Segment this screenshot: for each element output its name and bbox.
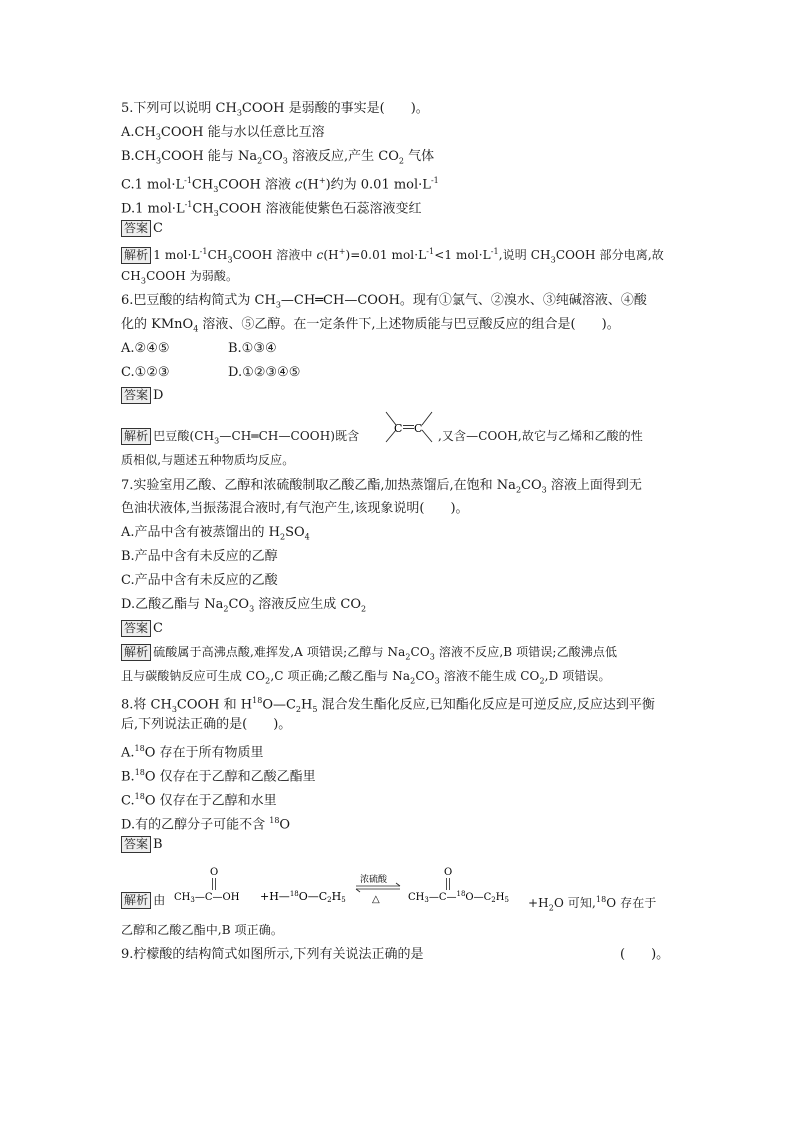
- q7-option-a: A.产品中含有被蒸馏出的 $H_2SO_4$: [121, 525, 310, 542]
- answer-tag: 答案: [121, 220, 151, 237]
- q7-stem-line2: 色油状液体,当振荡混合液时,有气泡产生,该现象说明( )。: [121, 501, 469, 516]
- esterification-equation: [170, 864, 509, 910]
- q5-option-d: D.1 $mol\cdot L^{-1}CH_3COOH$ 溶液能使紫色石蕊溶液变红: [121, 200, 422, 218]
- q8-explanation-line1-start: 解析 由: [121, 892, 165, 909]
- q8-explanation-line2: 乙醇和乙酸乙酯中,B 项正确。: [121, 923, 283, 937]
- q7-answer: 答案 C: [121, 620, 163, 637]
- explanation-tag: 解析: [121, 247, 151, 264]
- q8-stem-line2: 后,下列说法正确的是( )。: [121, 717, 292, 732]
- explanation-tag: 解析: [121, 892, 151, 909]
- q6-option-a: A.②④⑤: [121, 341, 170, 356]
- q8-option-b: B.$^{18}$O 仅存在于乙醇和乙酸乙酯里: [121, 768, 316, 785]
- explanation-tag: 解析: [121, 428, 151, 445]
- q6-option-d: D.①②③④⑤: [228, 365, 301, 380]
- explanation-tag: 解析: [121, 644, 151, 661]
- q6-explanation-line2: 质相似,与题述五种物质均反应。: [121, 453, 295, 467]
- svg-text:O: O: [210, 867, 219, 878]
- q7-option-b: B.产品中含有未反应的乙醇: [121, 549, 278, 564]
- q5-answer: 答案 C: [121, 220, 163, 237]
- answer-tag: 答案: [121, 387, 151, 404]
- q5-option-a: $A.CH_3COOH$ 能与水以任意比互溶: [121, 125, 325, 142]
- q9-stem: 9.柠檬酸的结构简式如图所示,下列有关说法正确的是: [121, 947, 424, 962]
- q6-stem-line2: 化的 KMnO$_4$ 溶液、⑤乙醇。在一定条件下,上述物质能与巴豆酸反应的组合是( )。: [121, 317, 620, 334]
- q6-explanation-line1-rest: ,又含—COOH,故它与乙烯和乙酸的性: [438, 429, 643, 443]
- answer-tag: 答案: [121, 836, 151, 853]
- svg-text:C: C: [414, 422, 423, 435]
- q8-stem-line1: 8.将 $CH_3COOH$ 和 $H^{18}O—C_2H_5$ 混合发生酯化反应,已知酯化反应是可逆反应,反应达到平衡: [121, 696, 655, 714]
- q6-answer: 答案 D: [121, 387, 163, 404]
- q9-paren: ( )。: [620, 947, 670, 962]
- q6-stem-line1: 6.巴豆酸的结构简式为 $CH_3—CH═CH—COOH$。现有①氯气、②溴水、③纯碱溶液、④酸: [121, 293, 647, 310]
- q7-option-c: C.产品中含有未反应的乙酸: [121, 573, 278, 588]
- q7-explanation-line2: 且与碳酸钠反应可生成 $CO_2,C$ 项正确;乙酸乙酯与 $Na_2CO_3$ 溶液不能生成 $CO_2,D$ 项错误。: [121, 669, 611, 686]
- q5-explanation-line2: $CH_3COOH$ 为弱酸。: [121, 269, 239, 286]
- q7-explanation-line1: 解析 硫酸属于高沸点酸,难挥发,A 项错误;乙醇与 $Na_2CO_3$ 溶液不反应,B 项错误;乙酸沸点低: [121, 644, 617, 665]
- svg-text:+H—18O—C2H5: +H—$^{18}$O—C2H5: [260, 890, 346, 904]
- q6-option-c: C.①②③: [121, 365, 170, 380]
- alkene-double-bond-structure: [382, 410, 436, 446]
- q7-stem-line1: 7.实验室用乙酸、乙醇和浓硫酸制取乙酸乙酯,加热蒸馏后,在饱和 $Na_2CO_3$ 溶液上面得到无: [121, 478, 642, 495]
- q8-option-d: D.有的乙醇分子可能不含 $^{18}$O: [121, 816, 291, 833]
- condition-top: 浓硫酸: [360, 875, 388, 885]
- condition-bottom: △: [372, 894, 380, 905]
- q6-option-b: B.①③④: [228, 341, 277, 356]
- q5-explanation-line1: 解析 1 $mol\cdot L^{-1}CH_3COOH$ 溶液中 c(H+)=0.01 $mol\cdot L^{-1}<1$ $mol\cdot L^{-1}$,说明 $CH_3COOH$ 部分电离,故: [121, 244, 664, 268]
- q7-option-d: D.乙酸乙酯与 $Na_2CO_3$ 溶液反应生成 $CO_2$: [121, 597, 367, 614]
- svg-text:C: C: [394, 422, 403, 435]
- svg-text:CH3—C—OH: $CH_3—C—OH$: [174, 892, 240, 904]
- q8-explanation-line1-end: $+H_2O$ 可知,$^{18}$O 存在于: [528, 895, 657, 913]
- q5-option-c: C.1 $mol\cdot L^{-1}CH_3COOH$ 溶液 c(H+)约为 0.01 $mol\cdot L^{-1}$: [121, 176, 439, 194]
- q6-explanation-line1: 解析 巴豆酸$(CH_3—CH═CH—COOH)$既含: [121, 428, 359, 449]
- q8-answer: 答案 B: [121, 836, 163, 853]
- svg-text:CH3—C—18O—C2H5: $CH_3—C—^{18}O—C_2H_5$: [408, 890, 509, 904]
- q5-option-b: $B.CH_3COOH$ 能与 $Na_2CO_3$ 溶液反应,产生 $CO_2$ 气体: [121, 149, 435, 166]
- answer-tag: 答案: [121, 620, 151, 637]
- svg-text:O: O: [444, 867, 453, 878]
- q8-option-c: C.$^{18}$O 仅存在于乙醇和水里: [121, 792, 277, 809]
- q8-option-a: A.$^{18}$O 存在于所有物质里: [121, 744, 264, 761]
- q5-stem: 5.下列可以说明 $CH_3COOH$ 是弱酸的事实是( )。: [121, 101, 429, 118]
